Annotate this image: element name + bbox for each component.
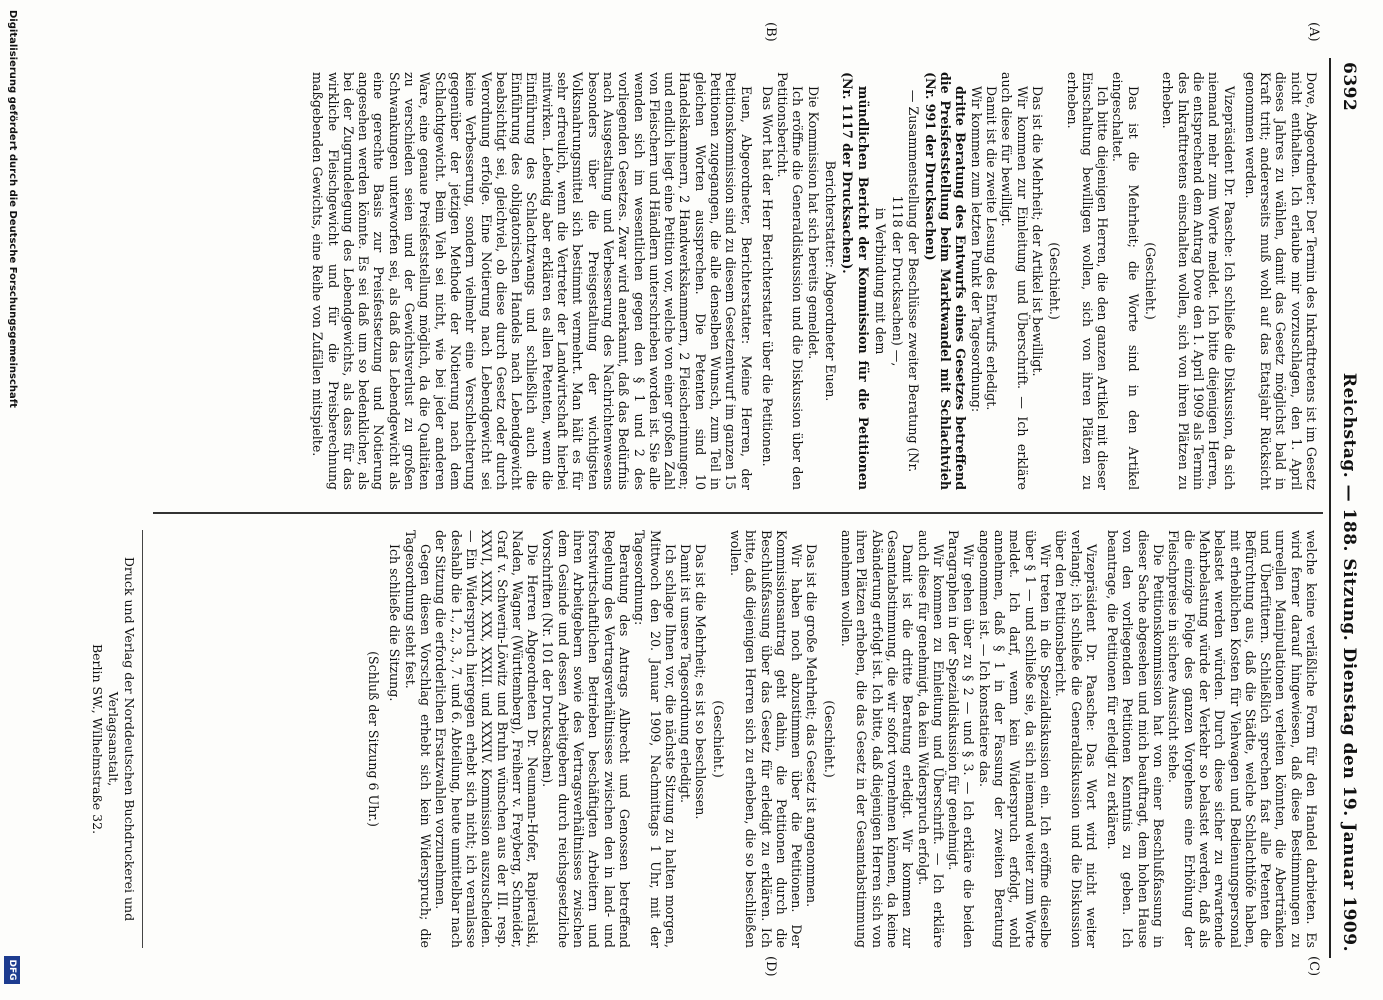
paragraph: Wir kommen zur Einleitung und Überschrift. — Ich erkläre auch diese für bewilligt. bbox=[999, 72, 1030, 490]
page-header bbox=[1333, 62, 1359, 952]
paragraph: Wir haben noch abzustimmen über die Petitionen. Der Kommissionsantrag geht dahin, die Petitionen durch die Beschlußfassung über das Gesetz für erledigt zu erklären. Ich bitte, daß diejenigen Herren sich zu erheben, die so beschließen wollen. bbox=[728, 530, 805, 948]
imprint bbox=[89, 530, 137, 948]
session-close: (Schluß der Sitzung 6 Uhr.) bbox=[366, 651, 382, 827]
agenda-item: dritte Beratung des Entwurfs eines Gesetzes betreffend die Preisfeststellung beim Marktwandel mit Schlachtvieh (Nr. 991 der Drucksachen) bbox=[922, 72, 969, 490]
paragraph: Wir treten in die Spezialdiskussion ein. Ich eröffne dieselbe über § 1 — und schließe sie, da sich niemand weiter zum Worte meldet. Ich darf, wenn kein Widerspruch erfolgt, wohl annehmen, daß § 1 in der Fassung der zweiten Beratung angenommen ist. — Ich konstatiere das. bbox=[976, 530, 1053, 948]
paragraph: Das ist die große Mehrheit; das Gesetz ist angenommen. bbox=[804, 544, 820, 908]
dfg-logo: DFG bbox=[4, 956, 20, 984]
footer-rule bbox=[142, 530, 143, 948]
imprint-line: Druck und Verlag der Norddeutschen Buchdruckerei und Verlagsanstalt, bbox=[106, 556, 137, 922]
page-number: 6392 bbox=[1339, 62, 1359, 112]
header-rule bbox=[1329, 58, 1331, 958]
paragraph: Die Petitionskommission hat von einer Beschlußfassung in dieser Sache abgesehen und mich beauftragt, dem hohen Hause von den vorliegenden Petitionen Kenntnis zu geben. Ich beantrage, die Petitionen für erledigt zu erklären. bbox=[1105, 530, 1167, 948]
paragraph: Das ist die Mehrheit; die Worte sind in den Artikel eingeschaltet. bbox=[1110, 72, 1141, 490]
paragraph: Euen, Abgeordneter, Berichterstatter: Meine Herren, der Petitionskommission sind zu diesem Gesetzentwurf im ganzen 15 Petitionen zugegangen, die alle denselben Wunsch, zum Teil in gleichen Worten aussprechen. Die Petenten sind 10 Handelskammern, 2 Handwerkskammern, 2 Fleischerinnungen; und endlich liegt eine Petition vor, welche von einer großen Zahl von Fleischern und Händlern unterschrieben worden ist. Sie alle wenden sich im wesentlichen gegen den § 1 und 2 des vorliegenden Gesetzes. Zwar wird anerkannt, daß das Bedürfnis nach Ausgestaltung und Verbesserung des Nachrichtenwesens besonders über die Preisgestaltung der wichtigsten Volksnahrungsmittel sich bestimmt vermehrt. Man hält es für sehr erfreulich, wenn die Vertreter der Landwirtschaft hierbei mitwirken. Lebendig aber erklären es allen Petenten, wenn die Einführung des Schlachtzwangs und schließlich auch die Einführung des obligatorischen Handels nach Lebendgewicht beabsichtigt sei, gleichviel, ob diese durch Gesetz oder durch Verordnung erfolge. Eine Notierung nach Lebendgewicht sei keine Verbesserung, sondern vielmehr eine Verschlechterung gegenüber der jetzigen Methode der Notierung nach dem Schlachtgewicht. Beim Vieh sei nicht, wie bei jeder anderen Ware, eine genaue Preisfeststellung möglich, da die Qualitäten zu verschieden seien und der Gewichtsverlust zu großen Schwankungen unterworfen sei, als daß das Lebendgewicht als eine gerechte Basis zur Preisfestsetzung und Notierung angesehen werden könnte. Es sei daß um so bedenklicher, als bei der Zugrundelegung des Lebendgewichts, als dass für das wirkliche Fleischgewicht und für die Preisberechnung maßgebenden Gewichts, eine Reihe von Zufällen mitspielte. bbox=[310, 72, 754, 490]
digitization-notice bbox=[1, 0, 23, 1000]
digitization-text: Digitalisierung gefördert durch die Deutsche Forschungsgemeinschaft bbox=[7, 10, 18, 408]
paragraph: Das ist die Mehrheit; der Artikel ist bewilligt. bbox=[1029, 86, 1045, 377]
paragraph: Das ist die Mehrheit; es ist so beschlossen. bbox=[693, 544, 709, 820]
paragraph: Ich bitte diejenigen Herren, die den ganzen Artikel mit dieser Einschaltung bewilligen wollen, sich von ihren Plätzen zu erheben. bbox=[1064, 72, 1111, 490]
stage-direction: (Geschieht.) bbox=[1143, 242, 1159, 320]
paragraph: Damit ist die zweite Lesung des Entwurfs erledigt. bbox=[984, 86, 1000, 411]
agenda-note: in Verbindung mit dem bbox=[872, 207, 888, 355]
stage-direction: (Geschieht.) bbox=[710, 700, 726, 778]
stage-direction: (Geschieht.) bbox=[1047, 242, 1063, 320]
paragraph: Wir kommen zum letzten Punkt der Tagesordnung: bbox=[968, 86, 984, 413]
paragraph: Die Kommission hat sich bereits gemeldet. bbox=[805, 86, 821, 360]
left-column bbox=[310, 72, 1319, 490]
agenda-item: mündlichen Bericht der Kommission für die Petitionen (Nr. 1117 der Drucksachen). bbox=[840, 72, 871, 490]
paragraph: Ich schließe die Sitzung. bbox=[387, 544, 403, 702]
paragraph: Die Herren Abgeordneten Dr. Neumann-Hofer, Rapieralski, Naden, Wagner (Württemberg), Freiherr v. Freyberg, Schneider, Graf v. Schwerin-Löwitz und Bruhn wünschen aus der III. resp. XXVI, XXIX, XXX, XXXII. und XXXIV. Kommission auszuscheiden. — Ein Widerspruch hiergegen erhebt sich nicht; ich veranlasse deshalb die 1., 2., 3., 7. und 6. Abteilung, heute unmittelbar nach der Sitzung die erforderlichen Ersatzwahlen vorzunehmen. bbox=[433, 530, 541, 949]
paragraph: Ich schlage Ihnen vor, die nächste Sitzung zu halten morgen, Mittwoch den 20. Januar 1909, Nachmittags 1 Uhr, mit der Tagesordnung: bbox=[632, 530, 678, 948]
paragraph: Vizepräsident Dr. Paasche: Ich schließe die Diskussion, da sich niemand mehr zum Worte meldet. Ich bitte diejenigen Herren, die entsprechend dem Antrag Dove den 1. April 1909 als Termin des Inkrafttretens einschalten wollen, sich von ihren Plätzen zu erheben. bbox=[1160, 72, 1237, 490]
paragraph: Dove, Abgeordneter: Der Termin des Inkrafttretens ist im Gesetz nicht enthalten. Ich erlaube mir vorzuschlagen, den 1. April dieses Jahres zu wählen, damit das Gesetz möglichst bald in Kraft tritt; andererseits muß wohl auf das Etatsjahr Rücksicht genommen werden. bbox=[1242, 72, 1319, 490]
agenda-item: Beratung des Antrags Albrecht und Genossen betreffend Regelung des Vertragsverhältnisses zwischen den in land- und forstwirtschaftlichen Betrieben beschäftigten Arbeitern und ihren Arbeitgebern sowie des Vertragsverhältnisses zwischen dem Gesinde und dessen Arbeitgebern durch reichsgesetzliche Vorschriften (Nr. 101 der Drucksachen). bbox=[540, 530, 632, 948]
imprint-line: Berlin SW., Wilhelmstraße 32. bbox=[90, 643, 105, 835]
paragraph: welche keine verläßliche Form für den Handel darbieten. Es wird ferner darauf hingewiesen, daß diese Bestimmungen zu unreellen Manipulationen verleiten könnten, die Abertränken und Überfüttern. Schließlich sprechen fast alle Petenten die Befürchtung aus, daß die Städte, welche Schlachthöfe haben, mit erheblichen Kosten für Viehwagen und Bedienungspersonal belastet werden würden. Durch diese sicher zu erwartende Mehrbelastung würde der Verkehr so belastet werden, daß als die einzige Folge des ganzen Vorgehens eine Erhöhung der Fleischpreise in sichere Aussicht stehe. bbox=[1166, 530, 1319, 948]
paragraph: Wir gehen über zu § 2 — und § 3. — Ich erkläre die beiden Paragraphen in der Spezialdiskussion für genehmigt. bbox=[946, 530, 977, 948]
page-date: Dienstag den 19. Januar 1909. bbox=[1339, 647, 1359, 952]
stage-direction: (Geschieht.) bbox=[821, 700, 837, 778]
paragraph: Vizepräsident Dr. Paasche: Das Wort wird nicht weiter verlangt; ich schließe die Generaldiskussion und die Diskussion über den Petitionsbericht. bbox=[1053, 530, 1099, 948]
margin-mark-a: (A) bbox=[1306, 22, 1321, 42]
margin-mark-c: (C) bbox=[1306, 956, 1321, 977]
margin-mark-d: (D) bbox=[763, 956, 778, 977]
paragraph: Damit ist die dritte Beratung erledigt. Wir kommen zur Gesamtabstimmung, die wir sofort vornehmen können, da keine Abänderung erfolgt ist. Ich bitte, daß diejenigen Herren sich von ihren Plätzen erheben, die das Gesetz in der Gesamtabstimmung annehmen wollen. bbox=[839, 530, 916, 948]
paragraph: Ich eröffne die Generaldiskussion und die Diskussion über den Petitionsbericht. bbox=[775, 72, 806, 490]
paragraph: Gegen diesen Vorschlag erhebt sich kein Widerspruch; die Tagesordnung steht fest. bbox=[402, 530, 434, 948]
rapporteur: Berichterstatter: Abgeordneter Euen. bbox=[823, 160, 839, 402]
paragraph: Damit ist unsere Tagesordnung erledigt. bbox=[678, 544, 694, 803]
paragraph: Wir kommen zu Einleitung und Überschrift. — Ich erkläre auch diese für genehmigt, da kein Widerspruch erfolgt. bbox=[915, 530, 946, 948]
paragraph: Das Wort hat der Herr Berichterstatter über die Petitionen. bbox=[759, 86, 775, 467]
agenda-note: — Zusammenstellung der Beschlüsse zweiter Beratung (Nr. 1118 der Drucksachen) —, bbox=[890, 89, 921, 473]
page-title: Reichstag. — 188. Sitzung. bbox=[1339, 372, 1359, 642]
column-divider bbox=[153, 512, 1323, 514]
right-column bbox=[364, 530, 1319, 948]
margin-mark-b: (B) bbox=[763, 22, 778, 42]
